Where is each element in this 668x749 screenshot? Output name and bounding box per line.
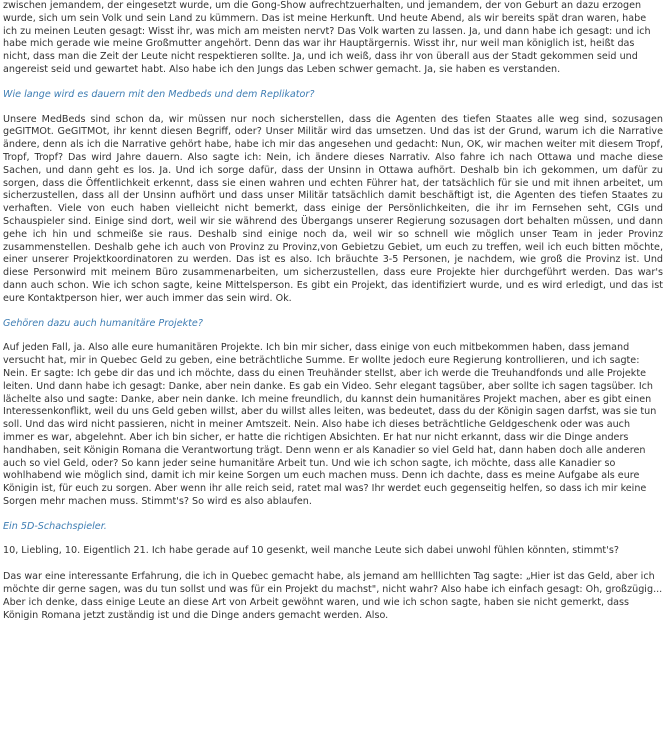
paragraph-5: Das war eine interessante Erfahrung, die ich in Quebec gemacht habe, als jemand am helllichten Tag sagte: „Hier ist das Geld, aber ich möchte dir gerne sagen, was du tun sollst und was für ein Projekt du machst", nicht wahr? Also habe ich einfach gesagt: Oh, großzügig... Aber ich denke, dass einige Leute an diese Art von Arbeit gewöhnt waren, und wie ich schon sagte, haben sie nicht gemerkt, dass Königin Romana jetzt zuständig ist und die Dinge anders gemacht werden. Also. <box>3 571 663 621</box>
paragraph-4: 10, Liebling, 10. Eigentlich 21. Ich habe gerade auf 10 gesenkt, weil manche Leute sich dabei unwohl fühlen könnten, stimmt's? <box>3 545 619 557</box>
question-5d-chess: Ein 5D-Schachspieler. <box>3 520 107 532</box>
paragraph-3: Auf jeden Fall, ja. Also alle eure humanitären Projekte. Ich bin mir sicher, dass einige von euch mitbekommen haben, dass jemand versucht hat, mir in Quebec Geld zu geben, eine beträchtliche Summe. Er wollte jedoch eure Regierung kontrollieren, und ich sagte: Nein. Er sagte: Ich gebe dir das und ich möchte, dass du einen Treuhänder stellst, aber ich werde die Treuhandfonds und alle Projekte leiten. Und dann habe ich gesagt: Danke, aber nein danke. Es gab ein Video. Sehr elegant tagsüber, aber sollte ich sagen tagsüber. Ich lächelte also und sagte: Danke, aber nein danke. Ich meine freundlich, du kannst dein humanitäres Projekt machen, aber es gibt einen Interessenkonflikt, weil du uns Geld geben willst, aber du willst alles leiten, was bedeutet, dass du der Königin sagen darfst, was sie tun soll. Und das wird nicht passieren, nicht in meiner Amtszeit. Nein. Also habe ich dieses beträchtliche Geldgeschenk oder was auch immer es war, abgelehnt. Aber ich bin sicher, er hatte die richtigen Absichten. Er hat nur nicht erkannt, dass wir die Dinge anders handhaben, seit Königin Romana die Verantwortung trägt. Denn wenn er als Kanadier so viel Geld hat, dann haben doch alle anderen auch so viel Geld, oder? So kann jeder seine humanitäre Arbeit tun. Und wie ich schon sagte, ich möchte, dass alle Kanadier so wohlhabend wie möglich sind, damit ich mir keine Sorgen um euch machen muss. Denn ich dachte, dass es meine Aufgabe als eure Königin ist, für euch zu sorgen. Aber wenn ihr alle reich seid, ratet mal was? Ihr werdet euch gegenseitig helfen, so dass ich mir keine Sorgen mehr machen muss. Stimmt's? So wird es also ablaufen. <box>3 342 657 507</box>
spacer <box>3 558 663 571</box>
paragraph-1: zwischen jemandem, der eingesetzt wurde, um die Gong-Show aufrechtzuerhalten, und jemandem, der von Geburt an dazu erzogen wurde, sich um sein Volk und sein Land zu kümmern. Das ist meine Herkunft. Und heute Abend, als wir bereits spät dran waren, habe ich zu meinen Leuten gesagt: Wisst ihr, was mich am meisten nervt? Das Volk warten zu lassen. Ja, und dann habe ich gesagt: und ich habe mich gerade wie meine Großmutter angehört. Denn das war ihr Hauptärgernis. Wisst ihr, nur weil man königlich ist, heißt das nicht, dass man die Zeit der Leute nicht respektieren sollte. Ja, und ich weiß, dass ihr von überall aus der Stadt gekommen seid und angereist seid und gewartet habt. Also habe ich den Jungs das Leben schwer gemacht. Ja, sie haben es verstanden. <box>3 0 651 75</box>
question-medbeds: Wie lange wird es dauern mit den Medbeds und dem Replikator? <box>3 88 315 100</box>
paragraph-2: Unsere MedBeds sind schon da, wir müssen nur noch sicherstellen, dass die Agenten des tiefen Staates alle weg sind, sozusagen geGITMOt. GeGITMOt, ihr kennt diesen Begriff, oder? Unser Militär wird das umsetzen. Und das ist der Grund, warum ich die Narrative ändere, denn als ich die Narrative gehört habe, habe ich mir das angesehen und gedacht: Nun, OK, wir machen weiter mit diesem Tropf, Tropf, Tropf? Das wird Jahre dauern. Also sagte ich: Nein, ich ändere dieses Narrativ. Also fahre ich nach Ottawa und mache diese Sachen, und dann geht es los. Ja. Und ich sorge dafür, dass der Unsinn in Ottawa aufhört. Deshalb bin ich gekommen, um dafür zu sorgen, dass die Öffentlichkeit erkennt, dass sie einen wahren und echten Führer hat, der tatsächlich für sie und mit ihnen arbeitet, um sicherzustellen, dass all der Unsinn aufhört und dass unser Militär tatsächlich damit beschäftigt ist, die Agenten des tiefen Staates zu verhaften. Viele von euch haben vielleicht nicht bemerkt, dass einige der Persönlichkeiten, die ihr im Fernsehen seht, CGIs und Schauspieler sind. Einige sind dort, weil wir sie während des Übergangs unserer Regierung sozusagen dort behalten müssen, und dann gehe ich hin und schmeiße sie raus. Deshalb sind einige noch da, weil wir so schnell wie möglich unser Team in jeder Provinz zusammenstellen. Deshalb gehe ich auch von Provinz zu Provinz,von Gebietzu Gebiet, um euch zu treffen, weil ich euch bitten möchte, einer unserer Projektkoordinatoren zu werden. Das ist es also. Ich bräuchte 3-5 Personen, je nachdem, wie groß die Provinz ist. Und diese Personwird mit meinem Büro zusammenarbeiten, um sicherzustellen, dass eure Projekte hier durchgeführt werden. Das war's dann auch schon. Wie ich schon sagte, keine Mittelsperson. Es gibt ein Projekt, das identifiziert wurde, und es wird erledigt, und das ist eure Kontaktperson hier, wer auch immer das sein wird. Ok. <box>3 113 663 304</box>
question-humanitarian: Gehören dazu auch humanitäre Projekte? <box>3 317 203 329</box>
